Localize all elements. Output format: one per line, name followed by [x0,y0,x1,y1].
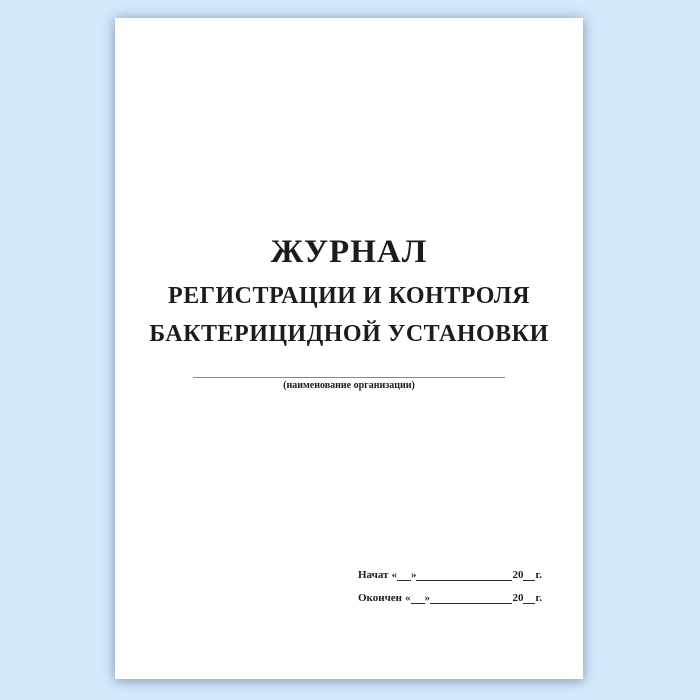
close-guillemet: » [410,569,417,581]
started-label: Начат [358,569,389,581]
started-year-suffix: г. [535,569,542,581]
organization-caption: (наименование организации) [283,380,415,391]
started-day-blank [397,568,411,581]
finished-year-century: 20 [512,592,524,604]
started-year-blank [523,568,535,581]
finished-month-blank [430,591,512,604]
journal-subtitle-line1: РЕГИСТРАЦИИ И КОНТРОЛЯ [168,283,530,309]
finished-year-blank [523,591,535,604]
started-month-blank [416,568,512,581]
finished-day-blank [411,591,425,604]
open-guillemet: « [405,592,411,604]
journal-subtitle-line2: БАКТЕРИЦИДНОЙ УСТАНОВКИ [149,321,549,347]
organization-name-blank-line [193,377,505,378]
finished-year-suffix: г. [535,592,542,604]
finished-date-row [358,591,542,604]
open-guillemet: « [391,569,397,581]
close-guillemet: » [424,592,431,604]
journal-title: ЖУРНАЛ [270,234,428,270]
finished-label: Окончен [358,592,403,604]
started-date-row [358,568,542,581]
started-year-century: 20 [512,569,524,581]
journal-cover-sheet [115,18,583,679]
